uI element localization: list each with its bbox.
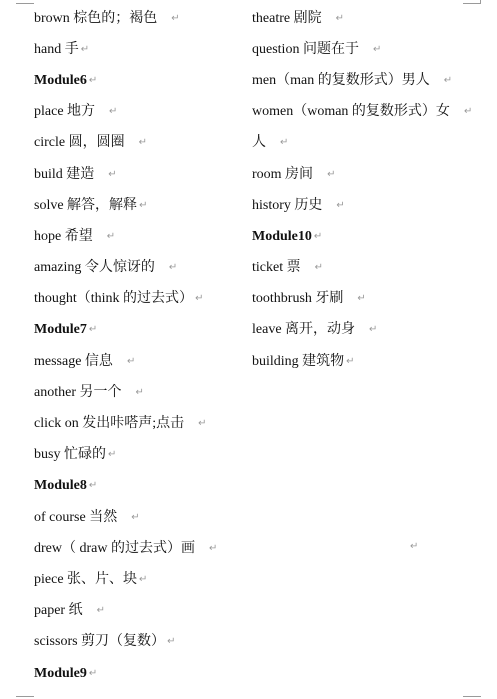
- entry-text: scissors 剪刀（复数）: [34, 634, 166, 650]
- entry-text: hope 希望: [34, 228, 93, 244]
- entry-text: another 另一个: [34, 384, 122, 400]
- entry-text: place 地方: [34, 104, 96, 120]
- corner-mark-bottom-left-h: [16, 696, 34, 697]
- paragraph-mark: ↵: [313, 230, 323, 242]
- entry-text: drew（ draw 的过去式）画: [34, 540, 195, 556]
- left-vocab-entry: [34, 128, 244, 159]
- left-module-heading: [34, 471, 244, 502]
- paragraph-mark: ↵: [126, 355, 136, 367]
- paragraph-mark: ↵: [131, 511, 140, 523]
- entry-text: solve 解答，解释: [34, 197, 138, 213]
- left-vocab-entry: [34, 159, 244, 190]
- paragraph-mark: ↵: [88, 480, 98, 492]
- entry-text: build 建造: [34, 166, 95, 182]
- paragraph-mark: ↵: [139, 199, 148, 211]
- paragraph-mark: ↵: [463, 106, 473, 118]
- paragraph-mark: ↵: [372, 43, 382, 55]
- right-vocab-entry: [252, 159, 492, 190]
- paragraph-mark: ↵: [96, 605, 105, 617]
- paragraph-mark: ↵: [80, 43, 90, 55]
- entry-text: history 历史: [252, 197, 323, 213]
- entry-text: ticket 票: [252, 260, 301, 276]
- paragraph-mark: ↵: [410, 541, 419, 552]
- paragraph-mark: ↵: [327, 168, 336, 180]
- entry-text: toothbrush 牙刷: [252, 291, 344, 307]
- entry-text: leave 离开，动身: [252, 322, 356, 338]
- entry-text: brown 棕色的；褐色: [34, 10, 158, 26]
- paragraph-mark: ↵: [357, 293, 366, 305]
- entry-text: message 信息: [34, 353, 113, 369]
- right-vocab-entry: [252, 3, 492, 34]
- left-vocab-entry: [34, 3, 244, 34]
- entry-text: amazing 令人惊讶的: [34, 260, 155, 276]
- paragraph-mark: ↵: [335, 12, 344, 24]
- paragraph-mark: ↵: [88, 324, 98, 336]
- right-vocab-entry: [252, 128, 492, 159]
- left-vocab-entry: [34, 502, 244, 533]
- entry-text: Module8: [34, 478, 87, 494]
- right-vocab-entry: [252, 284, 492, 315]
- corner-mark-bottom-right-h: [463, 696, 481, 697]
- paragraph-mark: ↵: [88, 74, 98, 86]
- left-vocab-entry: [34, 284, 244, 315]
- paragraph-mark: ↵: [346, 355, 355, 367]
- entry-text: men（man 的复数形式）男人: [252, 72, 430, 88]
- corner-mark-top-left-h: [16, 3, 34, 4]
- paragraph-mark: ↵: [314, 262, 323, 274]
- paragraph-mark: ↵: [107, 449, 117, 461]
- right-vocab-entry: [252, 253, 492, 284]
- paragraph-mark: ↵: [168, 262, 178, 274]
- right-vocab-entry: [252, 65, 492, 96]
- entry-text: theatre 剧院: [252, 10, 322, 26]
- entry-text: building 建筑物: [252, 353, 345, 369]
- paragraph-mark: ↵: [369, 324, 378, 336]
- paragraph-mark: ↵: [171, 12, 180, 24]
- entry-text: Module10: [252, 228, 312, 244]
- right-vocab-entry: [252, 346, 492, 377]
- left-vocab-entry: [34, 440, 244, 471]
- entry-text: busy 忙碌的: [34, 447, 106, 463]
- paragraph-mark: ↵: [208, 542, 218, 554]
- paragraph-mark: ↵: [108, 168, 117, 180]
- left-vocab-entry: [34, 408, 244, 439]
- right-vocab-entry: [252, 34, 492, 65]
- paragraph-mark: ↵: [195, 293, 204, 305]
- paragraph-mark: ↵: [167, 636, 176, 648]
- entry-text: room 房间: [252, 166, 314, 182]
- vocab-column-left: [34, 3, 244, 689]
- paragraph-mark: ↵: [109, 106, 118, 118]
- vocab-column-right: [252, 3, 492, 377]
- paragraph-mark: ↵: [139, 573, 148, 585]
- entry-text: paper 纸: [34, 603, 83, 619]
- paragraph-mark: ↵: [336, 199, 345, 211]
- left-vocab-entry: [34, 221, 244, 252]
- right-vocab-entry: [252, 97, 492, 128]
- paragraph-mark: ↵: [138, 137, 147, 149]
- paragraph-mark: ↵: [106, 230, 116, 242]
- left-module-heading: [34, 65, 244, 96]
- entry-text: circle 圆，圆圈: [34, 135, 125, 151]
- entry-text: Module6: [34, 72, 87, 88]
- left-vocab-entry: [34, 533, 244, 564]
- entry-text: Module7: [34, 322, 87, 338]
- right-module-heading: [252, 221, 492, 252]
- left-vocab-entry: [34, 596, 244, 627]
- entry-text: 人: [252, 135, 266, 151]
- paragraph-mark: ↵: [280, 137, 289, 149]
- left-module-heading: [34, 658, 244, 689]
- left-vocab-entry: [34, 97, 244, 128]
- entry-text: question 问题在于: [252, 41, 359, 57]
- paragraph-mark: ↵: [88, 667, 98, 679]
- entry-text: thought（think 的过去式）: [34, 291, 194, 307]
- entry-text: click on 发出咔嗒声;点击: [34, 416, 185, 432]
- entry-text: women（woman 的复数形式）女: [252, 104, 450, 120]
- entry-text: hand 手: [34, 41, 79, 57]
- entry-text: piece 张、片、块: [34, 571, 138, 587]
- left-vocab-entry: [34, 253, 244, 284]
- paragraph-mark: ↵: [198, 418, 207, 430]
- left-vocab-entry: [34, 346, 244, 377]
- paragraph-mark: ↵: [135, 386, 144, 398]
- right-vocab-entry: [252, 190, 492, 221]
- left-module-heading: [34, 315, 244, 346]
- left-vocab-entry: [34, 34, 244, 65]
- right-vocab-entry: [252, 315, 492, 346]
- entry-text: Module9: [34, 665, 87, 681]
- left-vocab-entry: [34, 564, 244, 595]
- left-vocab-entry: [34, 627, 244, 658]
- entry-text: of course 当然: [34, 509, 118, 525]
- paragraph-mark: ↵: [443, 74, 453, 86]
- left-vocab-entry: [34, 190, 244, 221]
- left-vocab-entry: [34, 377, 244, 408]
